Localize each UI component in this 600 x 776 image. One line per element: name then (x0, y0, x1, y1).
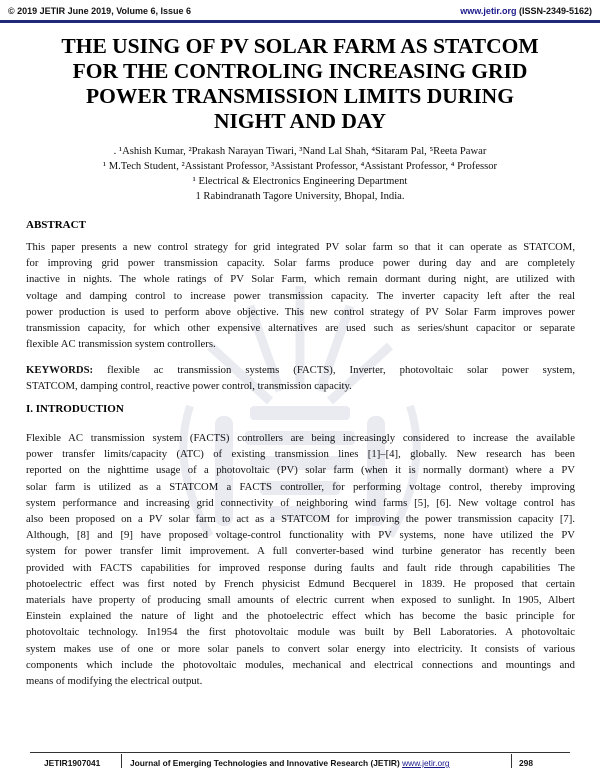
abstract-heading: ABSTRACT (26, 219, 86, 231)
footer-journal-name: Journal of Emerging Technologies and Innovative Research (JETIR) (130, 758, 403, 768)
header-issn (460, 6, 592, 16)
footer-divider (511, 754, 512, 768)
header-rule (0, 20, 600, 23)
paper-title (20, 34, 580, 134)
intro-line: provided with FACTS capabilities for improved response during faults and fault ride through capabilities The (26, 561, 575, 574)
title-line: NIGHT AND DAY (213, 109, 387, 133)
introduction-heading: I. INTRODUCTION (26, 403, 124, 415)
keywords-line: STATCOM, damping control, reactive power control, transmission capacity. (26, 380, 352, 393)
abstract-line: power production is used to perform above objective. This new control strategy of PV Solar Farm improves power (26, 305, 575, 318)
abstract-line: inactive in nights. The whole ratings of PV Solar Farm, which remain dormant during night, are utilized with (26, 273, 575, 286)
author-names: . ¹Ashish Kumar, ²Prakash Narayan Tiwari, ³Nand Lal Shah, ⁴Sitaram Pal, ⁵Reeta Pawar (113, 146, 487, 157)
intro-line: power transfer limits/capacity (ATC) of existing transmission lines [1]–[4], globally. New research has been (26, 448, 575, 461)
intro-line: Flexible AC transmission system (FACTS) controllers are being increasingly considered to increase the available (26, 432, 575, 444)
intro-line: reported on the nighttime usage of a photovoltaic (PV) solar farm (when it is normally dormant) where a PV (26, 464, 575, 477)
intro-line: system for power transfer limit improvement. A full converter-based wind turbine generator has recently been (26, 545, 575, 558)
intro-line: system makes use of one or more solar panels to convert solar energy into electricity. It consists of various (26, 642, 575, 655)
abstract-line: for improving grid power transmission capacity. Solar farms produce power during day and are completely (26, 257, 575, 270)
abstract-line: transmission capacity, for which other expensive alternatives are used such as series/shunt capacitor or separate (26, 322, 575, 335)
abstract-body (26, 239, 575, 352)
intro-line: photovoltaic technology. In1954 the first photovoltaic module was built by Bell Laboratories. A photovoltaic (26, 626, 575, 639)
intro-line: means of modifying the electrical output. (26, 675, 203, 688)
intro-line: Although, [8] and [9] have proposed voltage-control functionality with PV systems, none have utilized the PV (26, 529, 575, 542)
footer-rule (30, 752, 570, 753)
keywords-line (26, 362, 575, 378)
running-header (0, 4, 600, 18)
intro-line: photoelectric effect was first noted by French physicist Edmund Becquerel in 1839. He proposed that certain (26, 577, 575, 590)
title-line: POWER TRANSMISSION LIMITS DURING (86, 84, 514, 108)
intro-line: solar farm is utilized as a STATCOM a FACTS controller, for performing voltage control, thereby improving (26, 480, 575, 493)
footer-paper-id: JETIR1907041 (44, 758, 101, 768)
keywords-label: KEYWORDS: (26, 364, 94, 376)
abstract-line: This paper presents a new control strategy for grid integrated PV solar farm so that it can operate as STATCOM, (26, 241, 575, 253)
author-roles: ¹ M.Tech Student, ²Assistant Professor, ³Assistant Professor, ⁴Assistant Professor, ⁴ Professor (102, 161, 498, 172)
header-issn-text: (ISSN-2349-5162) (516, 6, 592, 16)
keywords-text: flexible ac transmission systems (FACTS), Inverter, photovoltaic solar power system, (93, 364, 575, 376)
keywords-block (26, 362, 575, 394)
title-line: THE USING OF PV SOLAR FARM AS STATCOM (61, 34, 539, 58)
abstract-line: flexible AC transmission system controllers. (26, 338, 216, 351)
intro-line: Einstein explained the nature of light and the photoelectric effect which has become the basic principle for (26, 610, 575, 623)
abstract-line: voltage and damping control to increase power transmission capacity. The inverter capacity left after the real (26, 289, 575, 302)
footer-journal (130, 758, 450, 768)
intro-line: also been proposed on a PV solar farm to act as a STATCOM for improving the power transmission capacity [7]. (26, 513, 575, 526)
author-block (20, 144, 580, 204)
intro-line: components which include the photovoltaic modules, mechanical and electrical connections and mountings and (26, 658, 575, 671)
header-citation: © 2019 JETIR June 2019, Volume 6, Issue 6 (8, 6, 192, 16)
title-line: FOR THE CONTROLING INCREASING GRID (72, 59, 528, 83)
author-affiliation: 1 Rabindranath Tagore University, Bhopal, India. (195, 191, 405, 202)
intro-line: materials have property of producing small amounts of electric current when exposed to sunlight. In 1905, Albert (26, 594, 575, 607)
author-department: ¹ Electrical & Electronics Engineering Department (192, 176, 408, 187)
introduction-body (26, 430, 575, 689)
footer-divider (121, 754, 122, 768)
footer-url[interactable]: www.jetir.org (402, 758, 450, 768)
header-url[interactable]: www.jetir.org (460, 6, 517, 16)
page-number: 298 (519, 758, 533, 768)
intro-line: system performance and increasing grid connectivity of neighboring wind farms [5], [6]. New voltage control has (26, 496, 575, 509)
